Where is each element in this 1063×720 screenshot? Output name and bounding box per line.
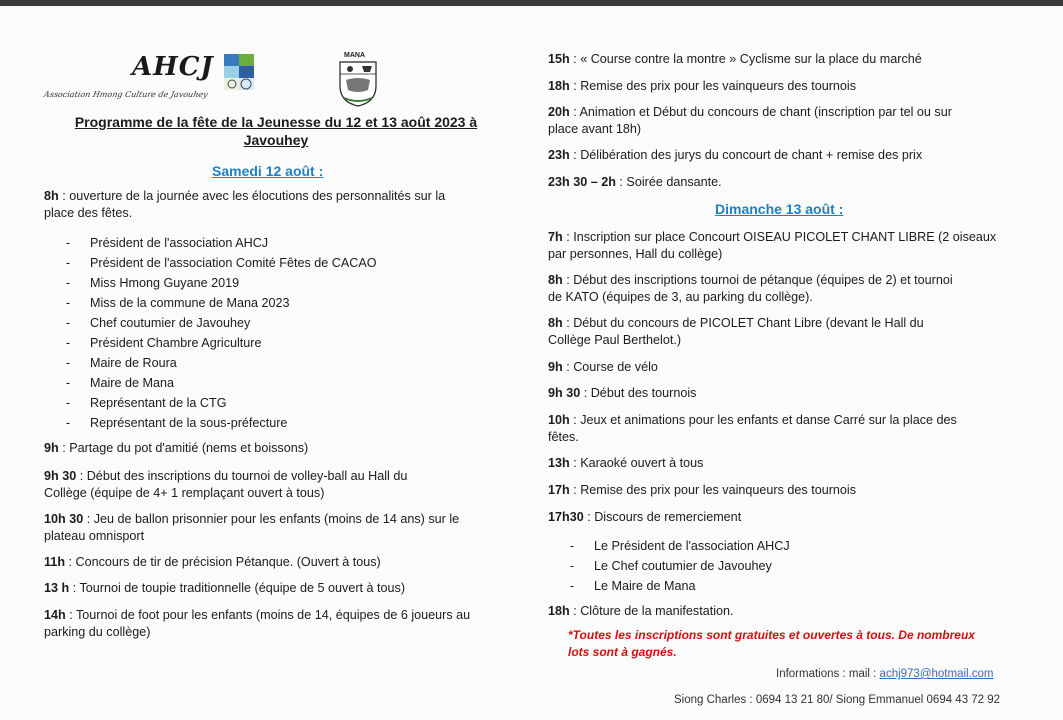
event-time: 15h [548,52,570,66]
registration-note-line1: *Toutes les inscriptions sont gratuites et ouvertes à tous. De nombreux [568,628,975,642]
schedule-item [548,412,1018,446]
list-item: - Miss de la commune de Mana 2023 [44,293,514,313]
event-time: 18h [548,604,570,618]
event-time: 23h 30 – 2h [548,175,616,189]
event-text-line2: plateau omnisport [44,529,145,543]
event-text-line2: Collège (équipe de 4+ 1 remplaçant ouvert à tous) [44,486,325,500]
sunday-heading: Dimanche 13 août : [715,201,844,217]
event-text: : Clôture de la manifestation. [569,604,734,618]
event-text: : Début du concours de PICOLET Chant Libre (devant le Hall du [562,316,924,330]
event-time: 17h [548,483,570,497]
schedule-item [44,468,514,502]
speakers-list [548,536,1018,596]
opening-item [44,188,514,222]
event-text: : Jeux et animations pour les enfants et danse Carré sur la place des [569,413,957,427]
ahcj-logo-text: AHCJ [132,52,214,82]
mana-coat-of-arms [338,52,378,108]
event-text: : Début des inscriptions tournoi de pétanque (équipes de 2) et tournoi [562,273,953,287]
list-item: - Le Président de l'association AHCJ [548,536,1018,556]
event-text: : Partage du pot d'amitié (nems et boissons) [58,441,309,455]
event-time: 7h [548,230,563,244]
list-item: - Président de l'association Comité Fêtes de CACAO [44,253,514,273]
ahcj-logo [44,50,254,106]
closing-item [548,603,1018,620]
event-time: 18h [548,79,570,93]
event-text: : Remise des prix pour les vainqueurs des tournois [569,483,857,497]
schedule-item [548,147,1018,164]
event-time: 9h 30 [548,386,581,400]
schedule-item [548,359,1018,376]
schedule-item [44,511,514,545]
event-time: 9h [44,441,59,455]
event-text: : Remise des prix pour les vainqueurs des tournois [569,79,857,93]
event-text-line2: par personnes, Hall du collège) [548,247,723,261]
schedule-item [44,554,514,571]
event-text: : « Course contre la montre » Cyclisme sur la place du marché [569,52,922,66]
event-time: 9h 30 [44,469,77,483]
list-item: - Miss Hmong Guyane 2019 [44,273,514,293]
event-text: : Concours de tir de précision Pétanque. (Ouvert à tous) [65,555,381,569]
event-time: 13h [548,456,570,470]
event-text-line2: Collège Paul Berthelot.) [548,333,682,347]
schedule-item [548,482,1018,499]
event-time: 8h [548,316,563,330]
schedule-item [548,272,1018,306]
list-item: - Chef coutumier de Javouhey [44,313,514,333]
event-time: 9h [548,360,563,374]
registration-note [568,627,1028,661]
document-page [0,6,1063,720]
list-item: - Représentant de la CTG [44,393,514,413]
event-text: : Début des tournois [580,386,697,400]
ahcj-logo-emblem [224,54,254,98]
schedule-item [44,440,514,457]
list-item: - Le Chef coutumier de Javouhey [548,556,1018,576]
event-text: : Course de vélo [562,360,658,374]
event-time: 14h [44,608,66,622]
contact-email-link[interactable]: achj973@hotmail.com [879,668,994,680]
event-text: : Jeu de ballon prisonnier pour les enfants (moins de 14 ans) sur le [83,512,460,526]
event-time: 20h [548,105,570,119]
page-title [44,113,508,149]
event-text: : Animation et Début du concours de chant (inscription par tel ou sur [569,105,952,119]
schedule-item [548,104,1018,138]
list-item: - Président de l'association AHCJ [44,233,514,253]
opening-time: 8h [44,189,59,203]
event-text: : Début des inscriptions du tournoi de volley-ball au Hall du [76,469,408,483]
event-text: : Tournoi de foot pour les enfants (moins de 14, équipes de 6 joueurs au [65,608,471,622]
list-item: - Maire de Mana [44,373,514,393]
event-text-line2: place avant 18h) [548,122,642,136]
schedule-item [548,385,1018,402]
event-time: 13 h [44,581,70,595]
mana-shield-icon [338,60,378,108]
event-text-line2: parking du collège) [44,625,151,639]
schedule-item [548,51,1018,68]
opening-text-line2: place des fêtes. [44,206,133,220]
event-text-line2: fêtes. [548,430,579,444]
list-item: - Le Maire de Mana [548,576,1018,596]
schedule-item [548,455,1018,472]
page-title-line1: Programme de la fête de la Jeunesse du 12 et 13 août 2023 à [74,114,478,130]
personalities-list [44,233,514,433]
event-text: : Tournoi de toupie traditionnelle (équipe de 5 ouvert à tous) [69,581,406,595]
event-time: 10h 30 [44,512,84,526]
saturday-heading: Samedi 12 août : [212,163,324,179]
contact-phones: Siong Charles : 0694 13 21 80/ Siong Emmanuel 0694 43 72 92 [674,694,1001,706]
schedule-item [548,174,1018,191]
list-item: - Président Chambre Agriculture [44,333,514,353]
opening-text: : ouverture de la journée avec les élocutions des personnalités sur la [58,189,446,203]
schedule-item [548,315,1018,349]
schedule-item [548,78,1018,95]
event-text: : Karaoké ouvert à tous [569,456,704,470]
event-time: 10h [548,413,570,427]
mana-label: MANA [344,52,365,59]
event-text: : Inscription sur place Concourt OISEAU PICOLET CHANT LIBRE (2 oiseaux [562,230,997,244]
list-item: - Représentant de la sous-préfecture [44,413,514,433]
page-title-line2: Javouhey [243,132,309,148]
event-time: 17h30 [548,510,584,524]
event-time: 8h [548,273,563,287]
event-text-line2: de KATO (équipes de 3, au parking du collège). [548,290,813,304]
event-text: : Soirée dansante. [615,175,722,189]
contact-info [776,668,994,680]
list-item: - Maire de Roura [44,353,514,373]
schedule-item [44,580,514,597]
registration-note-line2: lots sont à gagnés. [568,645,677,659]
schedule-item [548,229,1018,263]
ahcj-logo-subtitle: Association Hmong Culture de Javouhey [43,90,209,99]
schedule-item [548,509,1018,526]
event-time: 11h [44,555,66,569]
contact-label: Informations : mail : [776,668,880,680]
schedule-item [44,607,514,641]
event-text: : Discours de remerciement [583,510,742,524]
event-text: : Délibération des jurys du concourt de chant + remise des prix [569,148,923,162]
event-time: 23h [548,148,570,162]
